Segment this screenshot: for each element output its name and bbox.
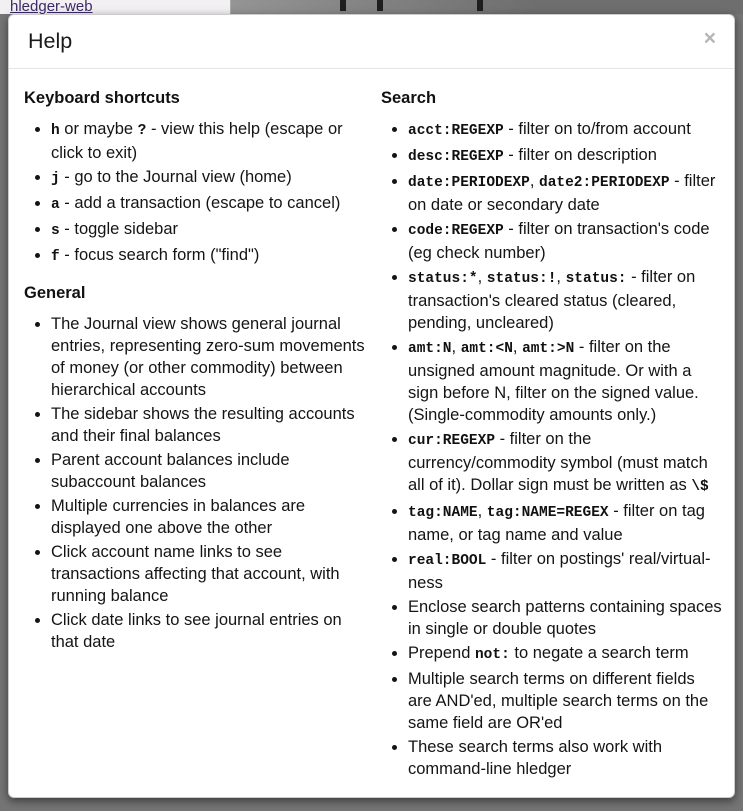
modal-body	[9, 69, 734, 794]
background-site-link: hledger-web	[10, 0, 93, 14]
list-item: • tag:NAME, tag:NAME=REGEX - filter on tag name, or tag name and value	[408, 500, 722, 546]
code-term: code:REGEXP	[408, 223, 504, 239]
list-item: • real:BOOL - filter on postings' real/virtual-ness	[408, 548, 722, 594]
code-term: j	[51, 171, 60, 187]
code-term: acct:REGEXP	[408, 123, 504, 139]
list-item: • acct:REGEXP - filter on to/from account	[408, 118, 722, 142]
code-term: cur:REGEXP	[408, 433, 496, 449]
code-term: \$	[691, 479, 709, 495]
list-item: • The Journal view shows general journal entries, representing zero-sum movements of money (or other commodity) between hierarchical accounts	[51, 313, 365, 401]
list-item: • j - go to the Journal view (home)	[51, 166, 365, 190]
code-term: status:	[565, 271, 627, 287]
code-term: status:*	[408, 271, 478, 287]
search-list	[381, 118, 722, 780]
list-item: • Parent account balances include subaccount balances	[51, 449, 365, 493]
left-column	[24, 81, 365, 794]
code-term: amt:N	[408, 341, 452, 357]
code-term: date:PERIODEXP	[408, 175, 530, 191]
list-item: • Multiple search terms on different fields are AND'ed, multiple search terms on the same field are OR'ed	[408, 668, 722, 734]
list-item: • date:PERIODEXP, date2:PERIODEXP - filter on date or secondary date	[408, 170, 722, 216]
modal-title: Help	[28, 29, 73, 53]
code-term: status:!	[486, 271, 557, 287]
list-item: • desc:REGEXP - filter on description	[408, 144, 722, 168]
list-item: • Multiple currencies in balances are displayed one above the other	[51, 495, 365, 539]
list-item: • cur:REGEXP - filter on the currency/commodity symbol (must match all of it). Dollar sign must be written as \$	[408, 428, 722, 498]
list-item: • Click date links to see journal entries on that date	[51, 609, 365, 653]
code-term: real:BOOL	[408, 553, 487, 569]
list-item: • Click account name links to see transactions affecting that account, with running balance	[51, 541, 365, 607]
close-icon[interactable]: ×	[703, 27, 716, 50]
list-item: • status:*, status:!, status: - filter on transaction's cleared status (cleared, pending, uncleared)	[408, 266, 722, 334]
section-title-search: Search	[381, 89, 437, 107]
code-term: desc:REGEXP	[408, 149, 504, 165]
section-title-keyboard-shortcuts: Keyboard shortcuts	[24, 89, 180, 107]
list-item: • Prepend not: to negate a search term	[408, 642, 722, 666]
list-item: • f - focus search form ("find")	[51, 244, 365, 268]
section-title-general: General	[24, 284, 86, 302]
code-term: amt:<N	[460, 341, 513, 357]
code-term: tag:NAME	[408, 505, 478, 521]
code-term: ?	[137, 123, 147, 139]
help-modal	[8, 14, 735, 798]
code-term: f	[51, 249, 60, 265]
modal-header	[9, 15, 734, 69]
code-term: s	[51, 223, 60, 239]
list-item: • code:REGEXP - filter on transaction's code (eg check number)	[408, 218, 722, 264]
list-item: • h or maybe ? - view this help (escape or click to exit)	[51, 118, 365, 164]
list-item: • Enclose search patterns containing spaces in single or double quotes	[408, 596, 722, 640]
right-column	[381, 81, 722, 794]
keyboard-shortcuts-list	[24, 118, 365, 268]
code-term: not:	[474, 647, 510, 663]
code-term: a	[51, 197, 60, 213]
list-item: • a - add a transaction (escape to cancel)	[51, 192, 365, 216]
code-term: amt:>N	[522, 341, 575, 357]
list-item: • amt:N, amt:<N, amt:>N - filter on the unsigned amount magnitude. Or with a sign before N, filter on the signed value. (Single-commodity amounts only.)	[408, 336, 722, 426]
list-item: • The sidebar shows the resulting accounts and their final balances	[51, 403, 365, 447]
code-term: tag:NAME=REGEX	[486, 505, 609, 521]
code-term: h	[51, 123, 60, 139]
general-list	[24, 313, 365, 653]
list-item: • s - toggle sidebar	[51, 218, 365, 242]
list-item: • These search terms also work with command-line hledger	[408, 736, 722, 780]
code-term: date2:PERIODEXP	[539, 175, 670, 191]
